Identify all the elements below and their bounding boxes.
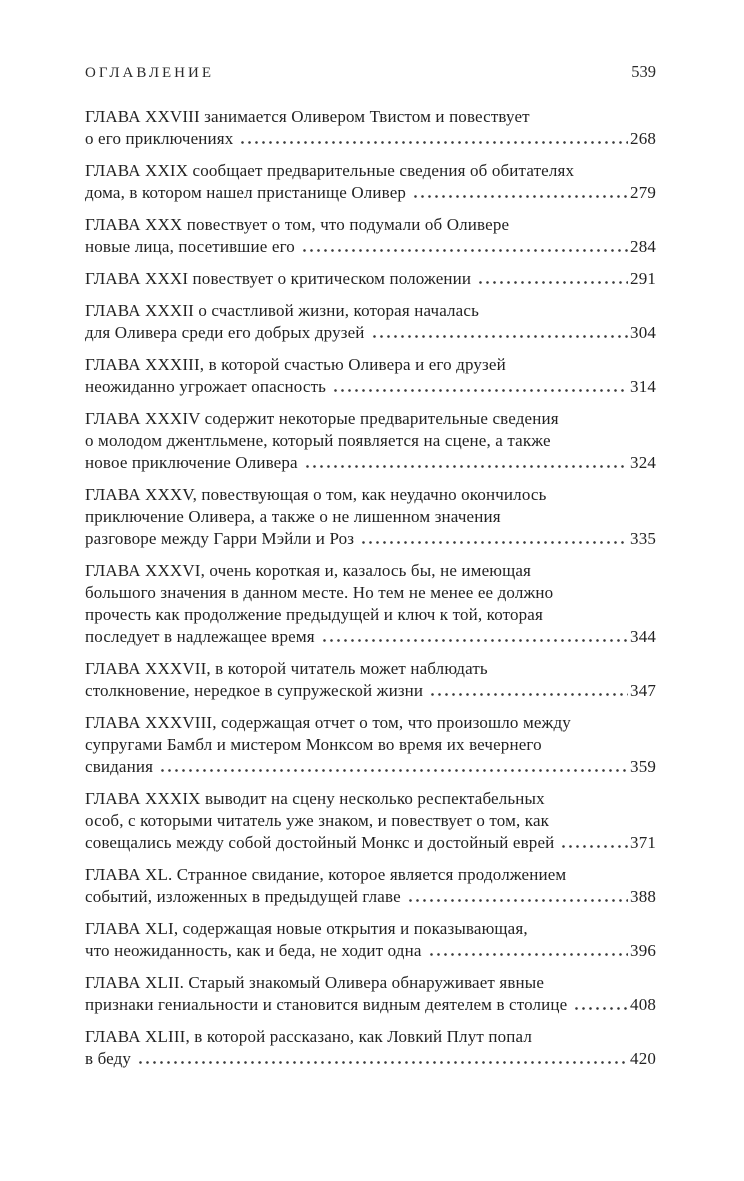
toc-entry	[85, 484, 656, 550]
toc-entry-text-line: ГЛАВА XXVIII занимается Оливером Твистом и повествует	[85, 107, 530, 126]
toc-entry-last-line	[85, 322, 656, 344]
toc-entry	[85, 408, 656, 474]
toc-entry	[85, 1026, 656, 1070]
toc-entry-last-line	[85, 452, 656, 474]
toc-entry-text-line: ГЛАВА XLI, содержащая новые открытия и показывающая,	[85, 919, 528, 938]
toc-entry-text-line: ГЛАВА XXX повествует о том, что подумали об Оливере	[85, 215, 510, 234]
dot-leader	[332, 376, 628, 398]
toc-entry-last-line	[85, 128, 656, 150]
page-header	[85, 62, 656, 82]
toc-entry-last-line	[85, 1048, 656, 1070]
toc-entry-text: новое приключение Оливера	[85, 453, 298, 472]
dot-leader	[560, 832, 628, 854]
dot-leader	[360, 528, 628, 550]
toc-entry	[85, 106, 656, 150]
toc-entry-page-number: 388	[630, 887, 656, 906]
toc-entry	[85, 300, 656, 344]
dot-leader	[159, 756, 628, 778]
toc-entry-page-number: 396	[630, 941, 656, 960]
toc-entry	[85, 560, 656, 648]
toc-entry-last-line	[85, 756, 656, 778]
toc-entry	[85, 354, 656, 398]
toc-entry-text: свидания	[85, 757, 154, 776]
toc-entry	[85, 864, 656, 908]
toc-entry	[85, 214, 656, 258]
toc-entry-page-number: 420	[630, 1049, 656, 1068]
toc-entry-last-line	[85, 182, 656, 204]
dot-leader	[371, 322, 629, 344]
dot-leader	[573, 994, 628, 1016]
toc-entry-page-number: 408	[630, 995, 656, 1014]
toc-entry-text: для Оливера среди его добрых друзей	[85, 323, 365, 342]
toc-entry-text: ГЛАВА XXXI повествует о критическом положении	[85, 269, 472, 288]
toc-entry-text-line: ГЛАВА XXXIII, в которой счастью Оливера и его друзей	[85, 355, 506, 374]
toc-entry	[85, 788, 656, 854]
toc-entry-text-line: ГЛАВА XXXV, повествующая о том, как неудачно окончилось	[85, 485, 547, 504]
toc-entry-text-line: ГЛАВА XXXVII, в которой читатель может наблюдать	[85, 659, 488, 678]
toc-entry-page-number: 279	[630, 183, 656, 202]
toc-entry	[85, 160, 656, 204]
header-page-number: 539	[631, 62, 656, 81]
dot-leader	[304, 452, 628, 474]
toc-entry-text: столкновение, нередкое в супружеской жизни	[85, 681, 424, 700]
toc-entry-text: дома, в котором нашел пристанище Оливер	[85, 183, 407, 202]
toc-entry-last-line	[85, 376, 656, 398]
toc-entry-last-line	[85, 994, 656, 1016]
toc-entry-page-number: 347	[630, 681, 656, 700]
toc-entry-page-number: 344	[630, 627, 656, 646]
toc-entry-text-line: ГЛАВА XXXIV содержит некоторые предварительные сведения	[85, 409, 559, 428]
toc-entry-page-number: 284	[630, 237, 656, 256]
toc-entry-text-line: ГЛАВА XLII. Старый знакомый Оливера обнаруживает явные	[85, 973, 545, 992]
toc-entry-text-line: ГЛАВА XL. Странное свидание, которое является продолжением	[85, 865, 567, 884]
toc-entry-page-number: 324	[630, 453, 656, 472]
toc-entry-text: событий, изложенных в предыдущей главе	[85, 887, 401, 906]
toc-entry-text-line: ГЛАВА XLIII, в которой рассказано, как Ловкий Плут попал	[85, 1027, 532, 1046]
toc-entry-text: совещались между собой достойный Монкс и достойный еврей	[85, 833, 555, 852]
toc-entry-last-line	[85, 236, 656, 258]
toc-entry-last-line	[85, 940, 656, 962]
toc-entry-text-line: ГЛАВА XXXVI, очень короткая и, казалось бы, не имеющая	[85, 561, 532, 580]
toc-entry-last-line	[85, 680, 656, 702]
toc-entry-text-line: ГЛАВА XXXII о счастливой жизни, которая началась	[85, 301, 479, 320]
dot-leader	[412, 182, 628, 204]
toc-entry-text: признаки гениальности и становится видным деятелем в столице	[85, 995, 568, 1014]
toc-entry-page-number: 268	[630, 129, 656, 148]
toc-entry	[85, 918, 656, 962]
toc-entry-page-number: 291	[630, 269, 656, 288]
toc-entry-text-line: особ, с которыми читатель уже знаком, и повествует о том, как	[85, 811, 550, 830]
toc-entry	[85, 268, 656, 290]
dot-leader	[239, 128, 628, 150]
toc-entry-last-line	[85, 832, 656, 854]
dot-leader	[137, 1048, 628, 1070]
dot-leader	[428, 940, 629, 962]
toc-entry-last-line	[85, 528, 656, 550]
toc-entry-text: о его приключениях	[85, 129, 234, 148]
toc-entry	[85, 972, 656, 1016]
toc-entry-text-line: прочесть как продолжение предыдущей и ключ к той, которая	[85, 605, 543, 624]
toc-entry-page-number: 359	[630, 757, 656, 776]
toc-entry-text-line: ГЛАВА XXIX сообщает предварительные сведения об обитателях	[85, 161, 575, 180]
toc-entry-last-line	[85, 626, 656, 648]
toc-entry-page-number: 314	[630, 377, 656, 396]
toc-entry-last-line	[85, 886, 656, 908]
dot-leader	[321, 626, 628, 648]
page-title: ОГЛАВЛЕНИЕ	[85, 65, 214, 81]
toc-entry-text: последует в надлежащее время	[85, 627, 315, 646]
toc-entry-last-line	[85, 268, 656, 290]
dot-leader	[429, 680, 628, 702]
toc-entry-text-line: ГЛАВА XXXVIII, содержащая отчет о том, что произошло между	[85, 713, 571, 732]
toc-list	[85, 106, 656, 1070]
toc-entry-page-number: 371	[630, 833, 656, 852]
toc-entry-text: что неожиданность, как и беда, не ходит одна	[85, 941, 422, 960]
toc-entry-page-number: 304	[630, 323, 656, 342]
toc-entry-text-line: супругами Бамбл и мистером Монксом во время их вечернего	[85, 735, 542, 754]
toc-entry-text-line: приключение Оливера, а также о не лишенном значения	[85, 507, 501, 526]
toc-entry-page-number: 335	[630, 529, 656, 548]
dot-leader	[407, 886, 628, 908]
toc-entry-text-line: ГЛАВА XXXIX выводит на сцену несколько респектабельных	[85, 789, 545, 808]
dot-leader	[477, 268, 628, 290]
toc-entry-text: в беду	[85, 1049, 132, 1068]
toc-entry-text: новые лица, посетившие его	[85, 237, 295, 256]
toc-entry	[85, 712, 656, 778]
toc-entry	[85, 658, 656, 702]
toc-entry-text-line: о молодом джентльмене, который появляется на сцене, а также	[85, 431, 551, 450]
toc-entry-text: неожиданно угрожает опасность	[85, 377, 327, 396]
toc-entry-text: разговоре между Гарри Мэйли и Роз	[85, 529, 355, 548]
dot-leader	[301, 236, 628, 258]
toc-entry-text-line: большого значения в данном месте. Но тем не менее ее должно	[85, 583, 554, 602]
